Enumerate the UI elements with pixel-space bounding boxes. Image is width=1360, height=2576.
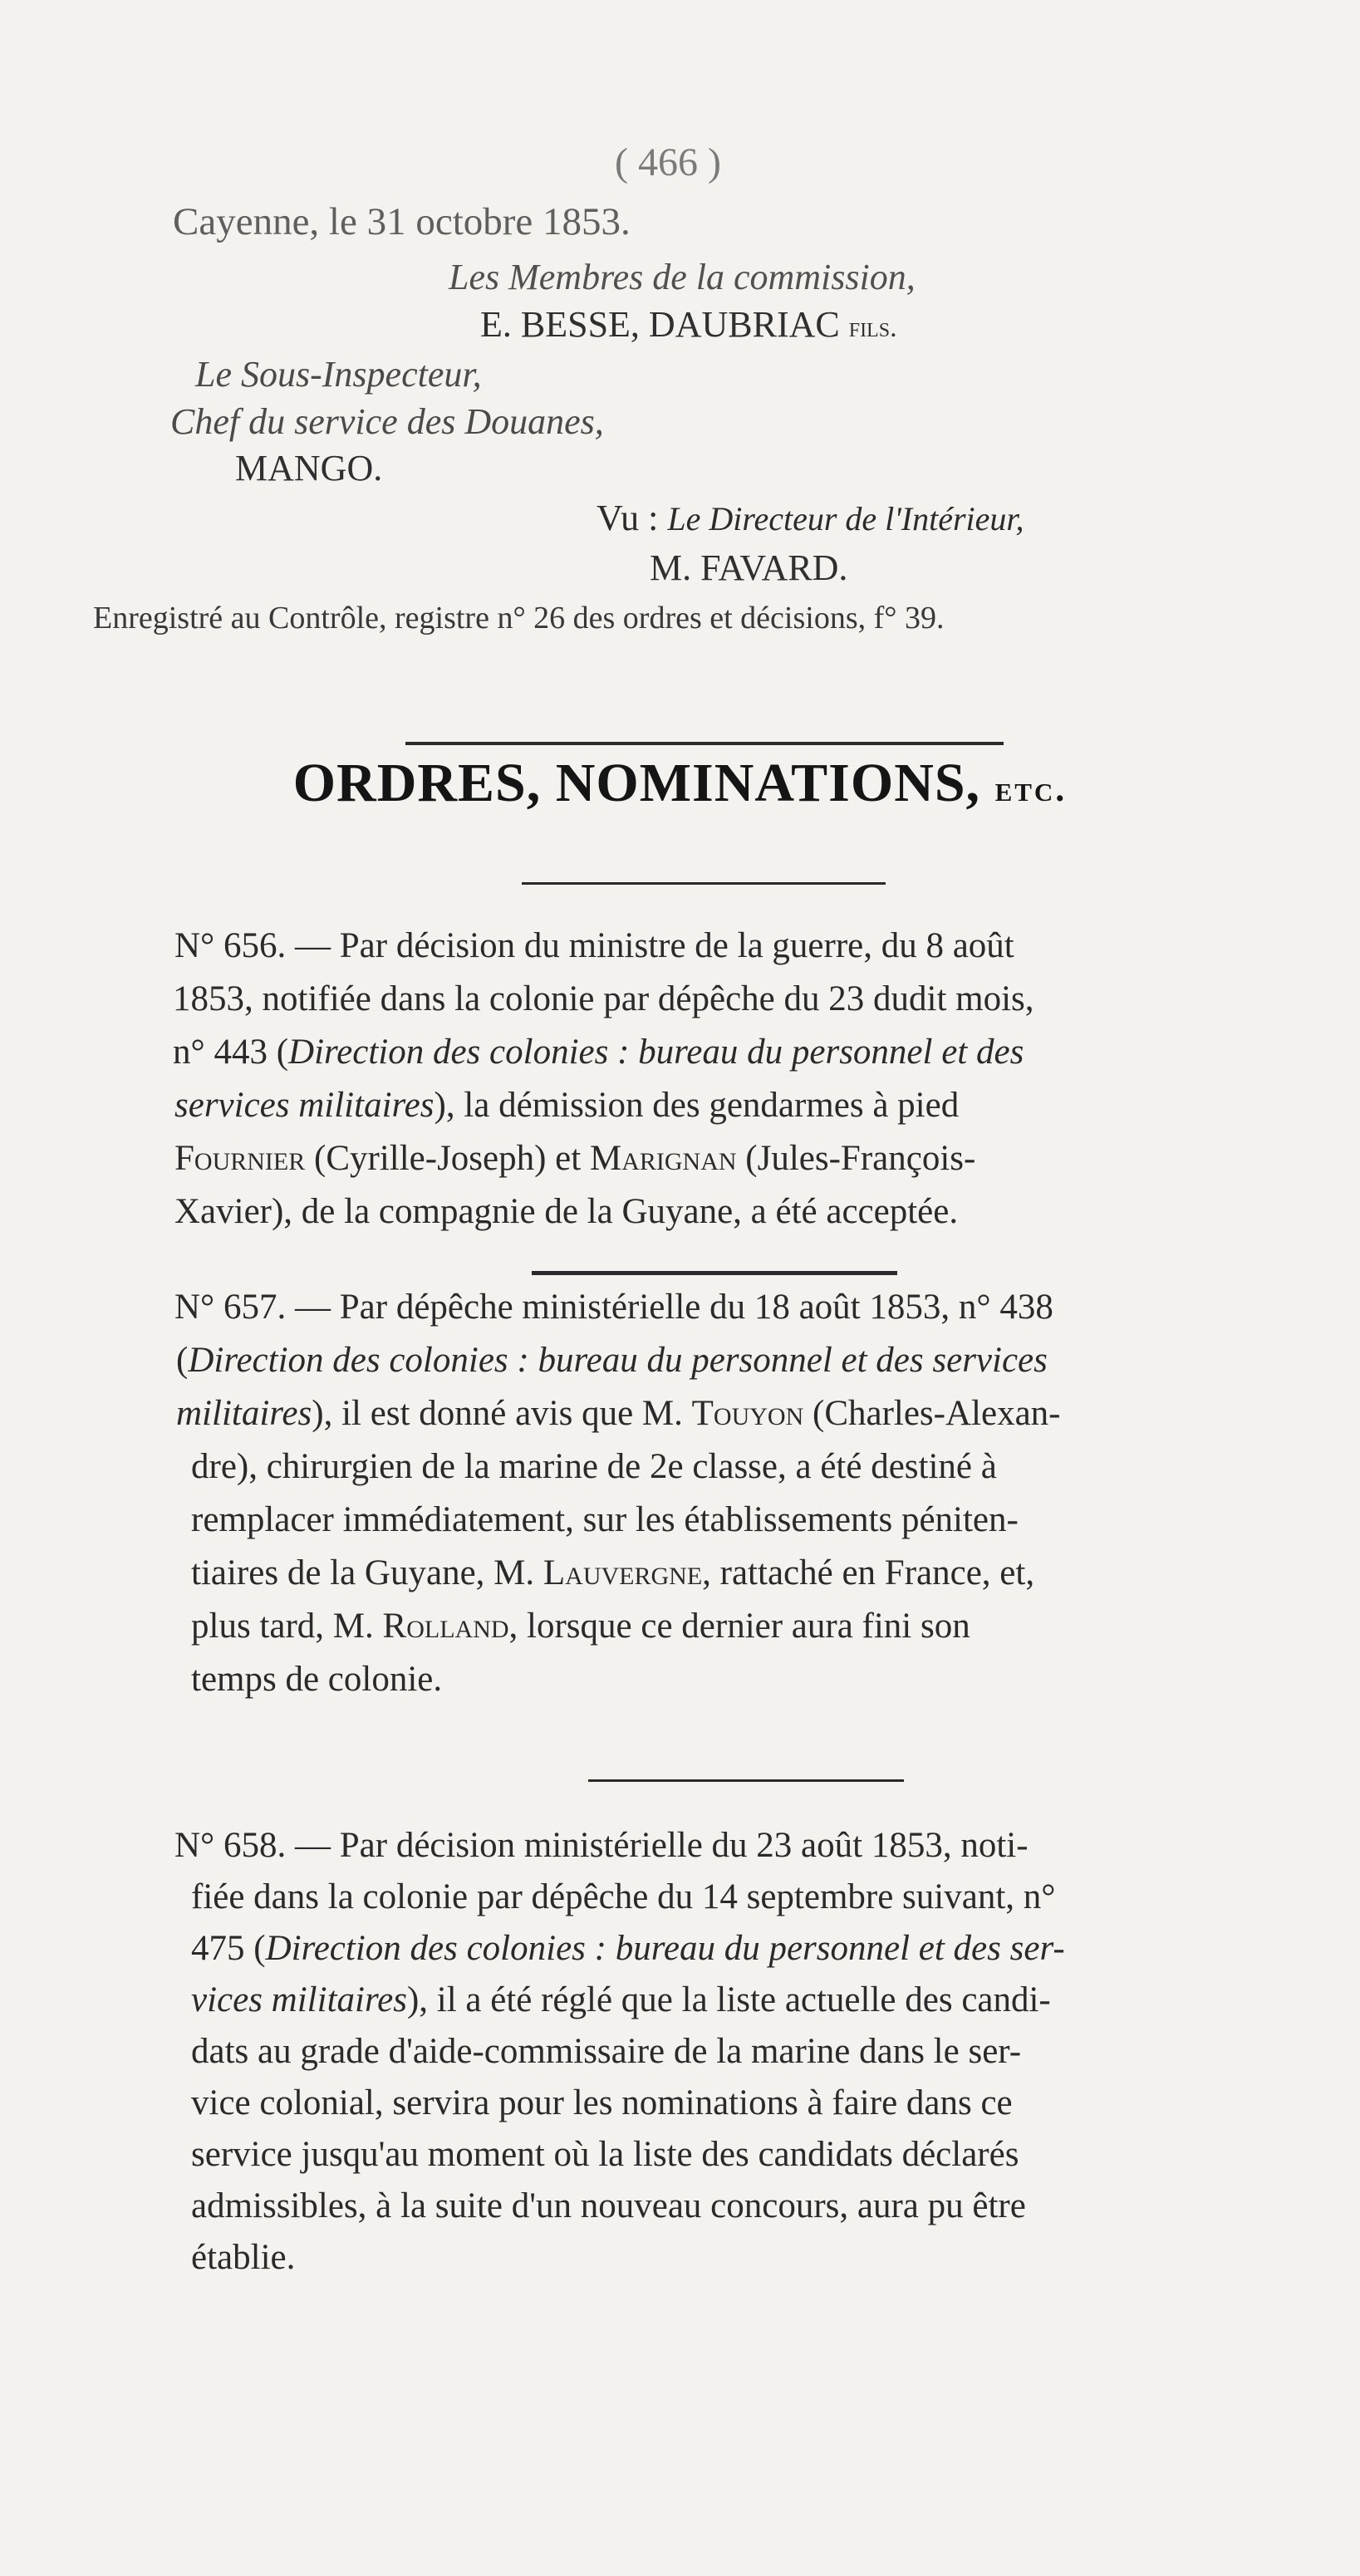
entry-text: Direction des colonies : bureau du personnel et des services	[188, 1341, 1048, 1380]
commission-signatories	[480, 303, 897, 346]
entry-text: Direction des colonies : bureau du personnel et des	[288, 1033, 1024, 1072]
entry-line	[191, 1443, 997, 1491]
dateline: Cayenne, le 31 octobre 1853.	[173, 200, 631, 243]
entry-line	[174, 1135, 975, 1183]
entry-text: établie.	[191, 2238, 296, 2277]
entry-line	[191, 2182, 1026, 2230]
entry-line	[176, 1337, 1048, 1385]
entry-text: Fournier	[174, 1139, 306, 1178]
commission-title: Les Membres de la commission,	[449, 257, 916, 297]
entry-text: militaires	[176, 1394, 312, 1433]
entry-line	[191, 2234, 295, 2282]
entry-line	[174, 1082, 959, 1130]
commission-names: E. BESSE, DAUBRIAC	[480, 304, 840, 345]
entry-line	[191, 2079, 1013, 2127]
entry-text: ), il a été réglé que la liste actuelle des candi-	[406, 1980, 1051, 2019]
section-title-etc: etc.	[994, 768, 1068, 809]
entry-text: Lauvergne	[543, 1553, 703, 1592]
inspector-name: MANGO.	[235, 448, 383, 488]
entry-text: 475 (	[191, 1929, 266, 1968]
inspector-title: Le Sous-Inspecteur,	[195, 354, 482, 395]
entry-text: N° 658. — Par décision ministérielle du 23 août 1853, noti-	[174, 1826, 1029, 1865]
entry-line	[191, 1873, 1055, 1921]
entry-text: vices militaires	[191, 1980, 407, 2019]
entry-text: (Jules-François-	[736, 1139, 976, 1178]
entry-text: ), la démission des gendarmes à pied	[434, 1086, 960, 1125]
entry-text: N° 656. — Par décision du ministre de la guerre, du 8 août	[174, 926, 1014, 965]
entry-text: Xavier), de la compagnie de la Guyane, a été acceptée.	[174, 1192, 959, 1231]
separator-rule	[588, 1779, 904, 1782]
entry-line	[173, 975, 1034, 1023]
entry-line	[191, 1602, 970, 1651]
entry-line	[174, 1188, 958, 1236]
entry-text: Direction des colonies : bureau du personnel et des ser-	[265, 1929, 1065, 1968]
entry-text: Rolland	[382, 1607, 509, 1646]
entry-text: (	[176, 1341, 189, 1380]
entry-text: (Cyrille-Joseph) et	[305, 1139, 590, 1178]
entry-line	[191, 1656, 442, 1704]
entry-text: remplacer immédiatement, sur les établissements péniten-	[191, 1500, 1019, 1539]
section-title-text: ORDRES, NOMINATIONS,	[292, 753, 981, 813]
entry-text: services militaires	[174, 1086, 435, 1125]
entry-text: (Charles-Alexan-	[803, 1394, 1061, 1433]
seen-by	[597, 497, 1024, 539]
separator-rule	[532, 1271, 897, 1275]
entry-text: fiée dans la colonie par dépêche du 14 septembre suivant, n°	[191, 1877, 1056, 1916]
entry-line	[176, 1390, 1060, 1438]
entry-text: dats au grade d'aide-commissaire de la marine dans le ser-	[191, 2032, 1022, 2071]
registration-note: Enregistré au Contrôle, registre n° 26 des ordres et décisions, f° 39.	[93, 601, 945, 635]
entry-line	[174, 922, 1014, 970]
entry-text: service jusqu'au moment où la liste des candidats déclarés	[191, 2135, 1019, 2174]
entry-text: vice colonial, servira pour les nominations à faire dans ce	[191, 2083, 1013, 2122]
entry-text: temps de colonie.	[191, 1660, 443, 1699]
entry-text: Touyon	[691, 1394, 804, 1433]
commission-suffix: fils.	[848, 312, 897, 343]
entry-line	[191, 1925, 1065, 1973]
entry-line	[191, 1496, 1019, 1544]
separator-rule	[522, 882, 886, 885]
director-title: Le Directeur de l'Intérieur,	[667, 500, 1024, 537]
entry-text: ), il est donné avis que M.	[312, 1394, 692, 1433]
entry-text: tiaires de la Guyane, M.	[191, 1553, 543, 1592]
entry-text: N° 657. — Par dépêche ministérielle du 18 août 1853, n° 438	[174, 1288, 1053, 1327]
entry-text: Marignan	[589, 1139, 737, 1178]
page-number: ( 466 )	[615, 140, 721, 184]
entry-line	[191, 1549, 1034, 1597]
separator-rule	[405, 742, 1004, 745]
seen-prefix: Vu :	[597, 498, 659, 538]
entry-line	[191, 2131, 1019, 2179]
entry-line	[191, 2028, 1021, 2076]
entry-text: dre), chirurgien de la marine de 2e classe, a été destiné à	[191, 1447, 997, 1486]
entry-text: n° 443 (	[173, 1033, 289, 1072]
entry-text: plus tard, M.	[191, 1607, 383, 1646]
entry-text: , rattaché en France, et,	[702, 1553, 1035, 1592]
entry-line	[173, 1028, 1024, 1077]
entry-line	[191, 1976, 1051, 2024]
section-title	[0, 752, 1360, 815]
customs-title: Chef du service des Douanes,	[170, 401, 604, 442]
director-name: M. FAVARD.	[650, 547, 848, 588]
entry-line	[174, 1283, 1053, 1332]
entry-text: 1853, notifiée dans la colonie par dépêche du 23 dudit mois,	[173, 979, 1034, 1018]
entry-text: admissibles, à la suite d'un nouveau concours, aura pu être	[191, 2186, 1026, 2225]
entry-line	[174, 1822, 1029, 1870]
entry-text: , lorsque ce dernier aura fini son	[508, 1607, 970, 1646]
